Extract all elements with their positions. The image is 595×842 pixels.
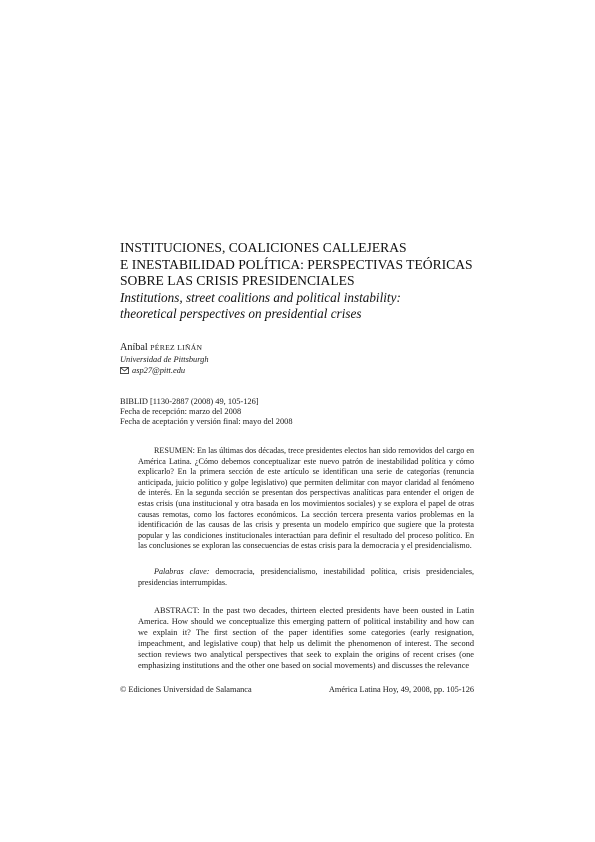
- keywords-label: Palabras clave:: [154, 567, 210, 576]
- keywords-paragraph: [138, 567, 474, 588]
- english-title: [120, 290, 480, 323]
- resumen-paragraph: RESUMEN: En las últimas dos décadas, trece presidentes electos han sido removidos del cargo en América Latina. ¿Cómo debemos conceptualizar este nuevo patrón de inestabilidad política y cómo explicarlo? En la primera sección de este artículo se identifican una serie de categorías (renuncia anticipada, juicio político y golpe legislativo) que permiten delimitar con mayor claridad al fenómeno de interés. En la segunda sección se presentan dos perspectivas analíticas para entender el origen de estas crisis (una institucional y otra basada en los movimientos sociales) y se explora el papel de otras causas remotas, como los factores económicos. La sección tercera presenta varios problemas en la identificación de las causas de las crisis y presenta un modelo empírico que sugiere que la protesta popular y las condiciones institucionales interactúan para definir el resultado del proceso político. En las conclusiones se exploran las consecuencias de estas crisis para la democracia y el presidencialismo.: [138, 446, 474, 551]
- biblid-ref: BIBLID [1130-2887 (2008) 49, 105-126]: [120, 397, 259, 406]
- author-last-name: PÉREZ LIÑÁN: [150, 343, 203, 352]
- author-affiliation: Universidad de Pittsburgh: [120, 355, 209, 364]
- english-title-line: Institutions, street coalitions and political instability:: [120, 289, 401, 305]
- author-name: [120, 342, 480, 354]
- footer-publisher: © Ediciones Universidad de Salamanca: [120, 685, 252, 694]
- author-block: [120, 342, 480, 376]
- author-email-row: [120, 365, 480, 376]
- spanish-title-line: E INESTABILIDAD POLÍTICA: PERSPECTIVAS TEÓRICAS: [120, 256, 473, 272]
- author-email[interactable]: asp27@pitt.edu: [132, 366, 186, 375]
- date-accepted: Fecha de aceptación y versión final: mayo del 2008: [120, 417, 293, 427]
- english-title-line: theoretical perspectives on presidential crises: [120, 306, 362, 321]
- biblid-block: [120, 397, 480, 428]
- page-footer: [120, 685, 474, 694]
- envelope-icon: [120, 367, 129, 374]
- keywords-text: democracia, presidencialismo, inestabilidad política, crisis presidenciales, presidencias interrumpidas.: [138, 567, 474, 587]
- footer-citation: América Latina Hoy, 49, 2008, pp. 105-126: [328, 685, 474, 694]
- spanish-title-line: INSTITUCIONES, COALICIONES CALLEJERAS: [120, 240, 407, 255]
- date-received: Fecha de recepción: marzo del 2008: [120, 407, 242, 417]
- spanish-title-line: SOBRE LAS CRISIS PRESIDENCIALES: [120, 273, 355, 288]
- spanish-title: [120, 240, 480, 290]
- abstract-paragraph: ABSTRACT: In the past two decades, thirteen elected presidents have been ousted in Latin America. How should we conceptualize this emerging pattern of political instability and how can we explain it? The first section of the paper identifies some categories (early resignation, impeachment, and legislative coup) that help us delimit the phenomenon of interest. The second section reviews two analytical perspectives that seek to explain the origins of recent crises (one emphasizing institutions and the other one based on social movements) and discusses the relevance: [138, 606, 474, 670]
- title-block: [120, 240, 480, 323]
- author-first-name: Aníbal: [120, 342, 148, 353]
